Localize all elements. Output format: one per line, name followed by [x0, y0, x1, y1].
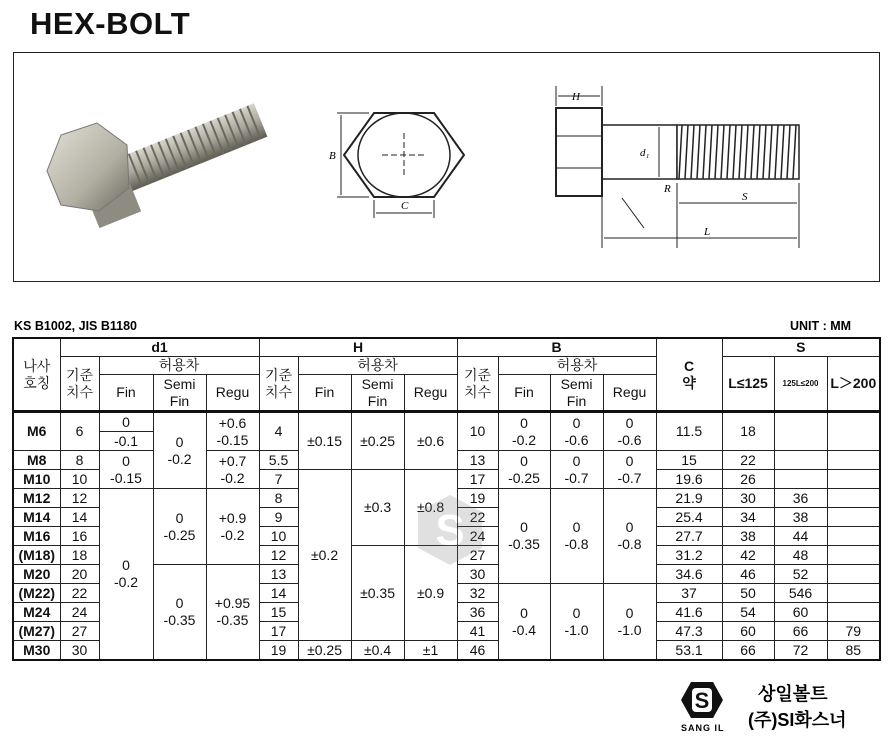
table-cell: 0 -0.2	[153, 412, 206, 489]
table-cell: 32	[457, 584, 498, 603]
table-cell: 13	[259, 565, 298, 584]
logo-korean-name: 상일볼트	[758, 684, 828, 704]
table-cell: ±0.8	[404, 470, 457, 546]
table-cell: 19	[457, 489, 498, 508]
table-cell: 42	[722, 546, 774, 565]
unit-label: UNIT : MM	[790, 319, 852, 333]
table-cell: 22	[722, 451, 774, 470]
table-cell	[774, 470, 827, 489]
table-cell	[774, 412, 827, 451]
table-cell: 0 -0.8	[603, 489, 656, 584]
table-cell: 18	[722, 412, 774, 451]
svg-text:S: S	[435, 506, 465, 555]
figure-panel	[13, 52, 880, 282]
header-cell: 기준 치수	[60, 357, 99, 412]
table-cell: ±0.25	[351, 412, 404, 470]
table-cell: 6	[60, 412, 99, 451]
table-cell	[827, 412, 880, 451]
table-cell: 16	[60, 527, 99, 546]
table-cell: (M18)	[13, 546, 60, 565]
label-d1: d₁	[640, 147, 650, 159]
table-cell: 44	[774, 527, 827, 546]
table-cell: 46	[722, 565, 774, 584]
table-cell: 60	[774, 603, 827, 622]
table-cell: M30	[13, 641, 60, 661]
header-cell: 125L≤200	[774, 357, 827, 412]
table-body	[13, 412, 880, 661]
table-cell: +0.9 -0.2	[206, 489, 259, 565]
table-cell: 10	[457, 412, 498, 451]
header-cell: 허용차	[498, 357, 656, 375]
table-cell: 0 -0.8	[550, 489, 603, 584]
table-cell: 47.3	[656, 622, 722, 641]
table-cell: ±0.15	[298, 412, 351, 470]
hex-end-view-diagram	[329, 103, 489, 223]
table-cell	[827, 508, 880, 527]
logo-english-name: SANG IL	[681, 723, 725, 733]
table-cell: 0	[99, 412, 153, 432]
table-cell: 10	[259, 527, 298, 546]
table-cell: 31.2	[656, 546, 722, 565]
table-cell: 0 -1.0	[603, 584, 656, 661]
table-cell: 30	[722, 489, 774, 508]
table-cell: 8	[60, 451, 99, 470]
table-cell: 0 -0.25	[498, 451, 550, 489]
table-cell: (M27)	[13, 622, 60, 641]
table-cell: 546	[774, 584, 827, 603]
table-cell	[827, 603, 880, 622]
header-row	[13, 338, 880, 357]
table-cell: 5.5	[259, 451, 298, 470]
header-cell: S	[722, 338, 880, 357]
table-cell: 18	[60, 546, 99, 565]
header-cell: Semi Fin	[550, 375, 603, 412]
table-cell: 0 -0.25	[153, 489, 206, 565]
table-cell: 38	[722, 527, 774, 546]
table-cell: 7	[259, 470, 298, 489]
table-cell: 66	[722, 641, 774, 661]
table-cell: ±0.6	[404, 412, 457, 470]
table-cell: 85	[827, 641, 880, 661]
table-cell	[827, 565, 880, 584]
table-cell: 0 -1.0	[550, 584, 603, 661]
table-cell: 10	[60, 470, 99, 489]
table-cell: 14	[60, 508, 99, 527]
table-cell: 24	[457, 527, 498, 546]
table-cell: 22	[60, 584, 99, 603]
table-cell: 36	[774, 489, 827, 508]
table-cell: 27.7	[656, 527, 722, 546]
table-cell: 54	[722, 603, 774, 622]
header-cell: H	[259, 338, 457, 357]
table-cell: 0 -0.6	[550, 412, 603, 451]
table-cell: 0 -0.6	[603, 412, 656, 451]
table-cell: 11.5	[656, 412, 722, 451]
table-cell: 52	[774, 565, 827, 584]
table-cell: 34	[722, 508, 774, 527]
table-cell: (M22)	[13, 584, 60, 603]
table-cell: 17	[457, 470, 498, 489]
table-cell: 24	[60, 603, 99, 622]
header-cell: Regu	[404, 375, 457, 412]
table-cell: 25.4	[656, 508, 722, 527]
table-cell: +0.6 -0.15	[206, 412, 259, 451]
table-cell: 27	[60, 622, 99, 641]
table-cell: 9	[259, 508, 298, 527]
header-cell: 기준 치수	[457, 357, 498, 412]
table-cell: 20	[60, 565, 99, 584]
table-cell: 15	[656, 451, 722, 470]
table-cell: 19	[259, 641, 298, 661]
table-cell: 12	[60, 489, 99, 508]
header-cell: B	[457, 338, 656, 357]
header-cell: Semi Fin	[153, 375, 206, 412]
table-cell: ±1	[404, 641, 457, 661]
table-cell: 46	[457, 641, 498, 661]
label-l: L	[704, 226, 711, 238]
table-cell: 22	[457, 508, 498, 527]
sang-il-logo-icon	[680, 680, 724, 720]
table-cell: 26	[722, 470, 774, 489]
table-cell: 13	[457, 451, 498, 470]
header-row	[13, 357, 880, 375]
table-cell: 72	[774, 641, 827, 661]
table-cell	[827, 489, 880, 508]
table-cell: 41.6	[656, 603, 722, 622]
table-cell: 0 -0.2	[99, 489, 153, 661]
header-cell: d1	[60, 338, 259, 357]
table-cell: M14	[13, 508, 60, 527]
table-cell: 0 -0.7	[603, 451, 656, 489]
table-cell: 50	[722, 584, 774, 603]
label-h: H	[572, 91, 580, 103]
bolt-side-view-diagram	[544, 78, 824, 248]
page-title: HEX-BOLT	[30, 6, 191, 41]
table-cell: 4	[259, 412, 298, 451]
svg-text:S: S	[694, 688, 710, 713]
table-header	[13, 338, 880, 412]
table-cell: 21.9	[656, 489, 722, 508]
table-cell: 15	[259, 603, 298, 622]
table-cell	[827, 527, 880, 546]
header-cell: 허용차	[298, 357, 457, 375]
table-cell: 19.6	[656, 470, 722, 489]
table-cell: ±0.4	[351, 641, 404, 661]
table-cell: +0.7 -0.2	[206, 451, 259, 489]
header-cell: Fin	[498, 375, 550, 412]
table-row	[13, 412, 880, 432]
table-cell: 79	[827, 622, 880, 641]
table-cell: ±0.35	[351, 546, 404, 641]
table-cell: 38	[774, 508, 827, 527]
standard-reference: KS B1002, JIS B1180	[14, 319, 137, 333]
table-cell: 12	[259, 546, 298, 565]
table-cell	[827, 470, 880, 489]
label-b: B	[329, 150, 336, 162]
header-cell: C 약	[656, 338, 722, 412]
table-cell: 30	[457, 565, 498, 584]
table-cell: 66	[774, 622, 827, 641]
table-cell: 37	[656, 584, 722, 603]
table-cell: 53.1	[656, 641, 722, 661]
header-cell: 나사 호칭	[13, 338, 60, 412]
header-cell: 허용차	[99, 357, 259, 375]
table-cell: 0 -0.35	[498, 489, 550, 584]
header-cell: Regu	[603, 375, 656, 412]
table-cell: ±0.25	[298, 641, 351, 661]
table-cell	[827, 451, 880, 470]
header-cell: L≤125	[722, 357, 774, 412]
table-cell	[774, 451, 827, 470]
table-cell: 48	[774, 546, 827, 565]
table-cell: 8	[259, 489, 298, 508]
table-cell	[827, 546, 880, 565]
table-cell: 34.6	[656, 565, 722, 584]
table-cell: M16	[13, 527, 60, 546]
table-cell: M10	[13, 470, 60, 489]
table-cell: 36	[457, 603, 498, 622]
table-cell: M8	[13, 451, 60, 470]
bolt-photo	[39, 93, 269, 233]
label-s: S	[742, 191, 748, 203]
table-cell: 30	[60, 641, 99, 661]
table-cell: 17	[259, 622, 298, 641]
label-r: R	[664, 183, 671, 195]
table-cell: +0.95 -0.35	[206, 565, 259, 661]
table-cell: 41	[457, 622, 498, 641]
table-cell: 0 -0.35	[153, 565, 206, 661]
company-logo	[680, 680, 880, 750]
header-cell: Fin	[99, 375, 153, 412]
header-cell: Semi Fin	[351, 375, 404, 412]
table-cell: M12	[13, 489, 60, 508]
header-cell: 기준 치수	[259, 357, 298, 412]
label-c: C	[401, 200, 409, 212]
table-cell: M20	[13, 565, 60, 584]
table-cell	[827, 584, 880, 603]
table-cell: ±0.2	[298, 470, 351, 641]
table-cell: 0 -0.7	[550, 451, 603, 489]
header-cell: Fin	[298, 375, 351, 412]
logo-company-name: (주)SI화스너	[748, 710, 847, 730]
table-cell: M24	[13, 603, 60, 622]
table-cell: -0.1	[99, 432, 153, 451]
header-cell: Regu	[206, 375, 259, 412]
table-cell: ±0.3	[351, 470, 404, 546]
table-cell: ±0.9	[404, 546, 457, 641]
table-cell: 0 -0.4	[498, 584, 550, 661]
table-cell: M6	[13, 412, 60, 451]
header-cell: L＞200	[827, 357, 880, 412]
table-cell: 27	[457, 546, 498, 565]
hex-bolt-spec-table	[12, 337, 881, 661]
table-cell: 0 -0.2	[498, 412, 550, 451]
table-cell: 14	[259, 584, 298, 603]
table-cell: 0 -0.15	[99, 451, 153, 489]
table-cell: 60	[722, 622, 774, 641]
